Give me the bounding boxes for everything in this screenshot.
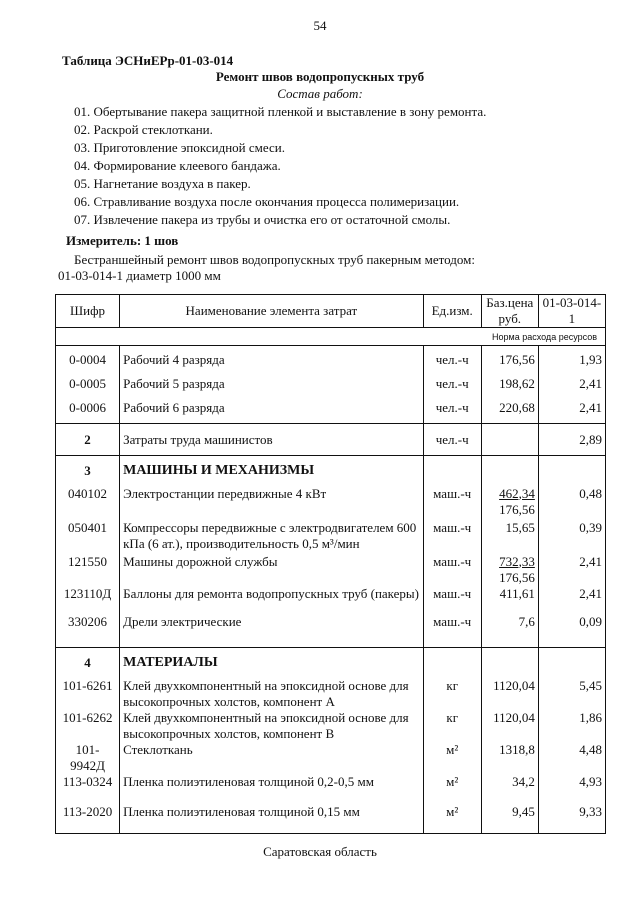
section-row [56,456,606,486]
work-item: 07. Извлечение пакера из трубы и очистка его от остаточной смолы. [74,212,451,227]
cell-name: Дрели электрические [120,614,424,648]
cell-price: 34,2 [481,774,538,804]
cell-price: 1318,8 [481,742,538,774]
cell-unit: м² [423,742,481,774]
cell-price: 9,45 [481,804,538,834]
cell-code: 040102 [56,486,120,520]
cell-unit: м² [423,774,481,804]
cell-norm: 0,48 [538,486,605,520]
header-code: Шифр [56,295,120,328]
table-row [56,370,606,394]
cell-price: 220,68 [481,394,538,424]
header-norm: 01-03-014-1 [538,295,605,328]
cell-price: 1120,04 [481,710,538,742]
table-row [56,774,606,804]
cell-name: Затраты труда машинистов [120,424,424,456]
work-item: 05. Нагнетание воздуха в пакер. [74,176,251,191]
cell-code: 113-2020 [56,804,120,834]
table-row [56,486,606,520]
cell-norm: 0,39 [538,520,605,554]
cell-name: Стеклоткань [120,742,424,774]
cell-price [481,554,538,586]
work-item: 03. Приготовление эпоксидной смеси. [74,140,285,155]
cell-name: Компрессоры передвижные с электродвигателем 600 кПа (6 ат.), производительность 0,5 м³/мин [120,520,424,554]
section-number: 4 [56,648,120,678]
table-row [56,346,606,370]
cell-name: Пленка полиэтиленовая толщиной 0,15 мм [120,804,424,834]
header-name: Наименование элемента затрат [120,295,424,328]
norm-row [56,328,606,346]
cell-code: 0-0006 [56,394,120,424]
cell-unit: кг [423,710,481,742]
cell-norm: 0,09 [538,614,605,648]
table-row [56,678,606,710]
table-row [56,554,606,586]
norm-label: Норма расхода ресурсов [56,328,606,346]
cell-price [481,424,538,456]
work-item: 02. Раскрой стеклоткани. [74,122,213,137]
section-row [56,648,606,678]
section-title: МАШИНЫ И МЕХАНИЗМЫ [120,456,424,486]
table-row [56,394,606,424]
cell-name: Пленка полиэтиленовая толщиной 0,2-0,5 мм [120,774,424,804]
cell-norm: 5,45 [538,678,605,710]
header-price: Баз.цена руб. [481,295,538,328]
measure: Измеритель: 1 шов [66,233,179,248]
cell-code: 101-6261 [56,678,120,710]
table-row [56,804,606,834]
cell-unit: чел.-ч [423,346,481,370]
cell-name: Электростанции передвижные 4 кВт [120,486,424,520]
cell-code: 101-6262 [56,710,120,742]
cell-price: 15,65 [481,520,538,554]
cell-norm: 2,41 [538,554,605,586]
table-row [56,710,606,742]
price-value-secondary: 176,56 [499,569,535,585]
cell-name: Рабочий 6 разряда [120,394,424,424]
page-number: 54 [313,18,327,33]
cell-code: 121550 [56,554,120,586]
table-row [56,520,606,554]
table-row [56,424,606,456]
cell-unit: чел.-ч [423,370,481,394]
cell-name: Клей двухкомпонентный на эпоксидной основе для высокопрочных холстов, компонент В [120,710,424,742]
cell-price: 411,61 [481,586,538,614]
work-item: 04. Формирование клеевого бандажа. [74,158,281,173]
cell-norm: 2,41 [538,586,605,614]
cell-norm: 9,33 [538,804,605,834]
cell-name: Клей двухкомпонентный на эпоксидной основе для высокопрочных холстов, компонент А [120,678,424,710]
cell-name: Рабочий 5 разряда [120,370,424,394]
cell-norm: 1,93 [538,346,605,370]
cell-unit: маш.-ч [423,486,481,520]
cell-unit: кг [423,678,481,710]
table-row [56,586,606,614]
cell-norm: 2,41 [538,394,605,424]
cell-code: 0-0004 [56,346,120,370]
cell-code: 101-9942Д [56,742,120,774]
header-unit: Ед.изм. [423,295,481,328]
cell-unit: чел.-ч [423,424,481,456]
description: Бестраншейный ремонт швов водопропускных труб пакерным методом: [74,252,475,267]
cell-name: Баллоны для ремонта водопропускных труб (пакеры) [120,586,424,614]
cell-unit: маш.-ч [423,520,481,554]
footer-region: Саратовская область [263,844,377,859]
cell-price: 7,6 [481,614,538,648]
table-title: Таблица ЭСНиЕРр-01-03-014 [62,53,234,68]
cell-norm: 2,89 [538,424,605,456]
price-value: 732,33 [499,553,535,569]
subtitle: Ремонт швов водопропускных труб [215,69,425,84]
cell-unit: маш.-ч [423,614,481,648]
cell-unit: чел.-ч [423,394,481,424]
table-row [56,614,606,648]
table-row [56,742,606,774]
cell-code: 330206 [56,614,120,648]
cell-code: 050401 [56,520,120,554]
cell-unit: маш.-ч [423,554,481,586]
cell-norm: 4,93 [538,774,605,804]
price-value: 462,34 [499,485,535,501]
cell-price [481,486,538,520]
cell-code: 0-0005 [56,370,120,394]
work-item: 06. Стравливание воздуха после окончания процесса полимеризации. [74,194,460,209]
price-value-secondary: 176,56 [499,501,535,517]
code-line: 01-03-014-1 диаметр 1000 мм [58,268,221,283]
section-title: МАТЕРИАЛЫ [120,648,424,678]
cell-unit: м² [423,804,481,834]
cell-price: 1120,04 [481,678,538,710]
cell-price: 176,56 [481,346,538,370]
cell-code: 123110Д [56,586,120,614]
cell-unit: маш.-ч [423,586,481,614]
cell-norm: 4,48 [538,742,605,774]
cell-name: Машины дорожной службы [120,554,424,586]
cell-norm: 1,86 [538,710,605,742]
section-number: 3 [56,456,120,486]
cell-code: 113-0324 [56,774,120,804]
cell-norm: 2,41 [538,370,605,394]
composition-label: Состав работ: [277,86,363,101]
table-header-row [56,295,606,328]
cell-section-number: 2 [56,424,120,456]
work-item: 01. Обертывание пакера защитной пленкой и выставление в зону ремонта. [74,104,487,119]
resource-table [55,294,606,834]
cell-price: 198,62 [481,370,538,394]
cell-name: Рабочий 4 разряда [120,346,424,370]
